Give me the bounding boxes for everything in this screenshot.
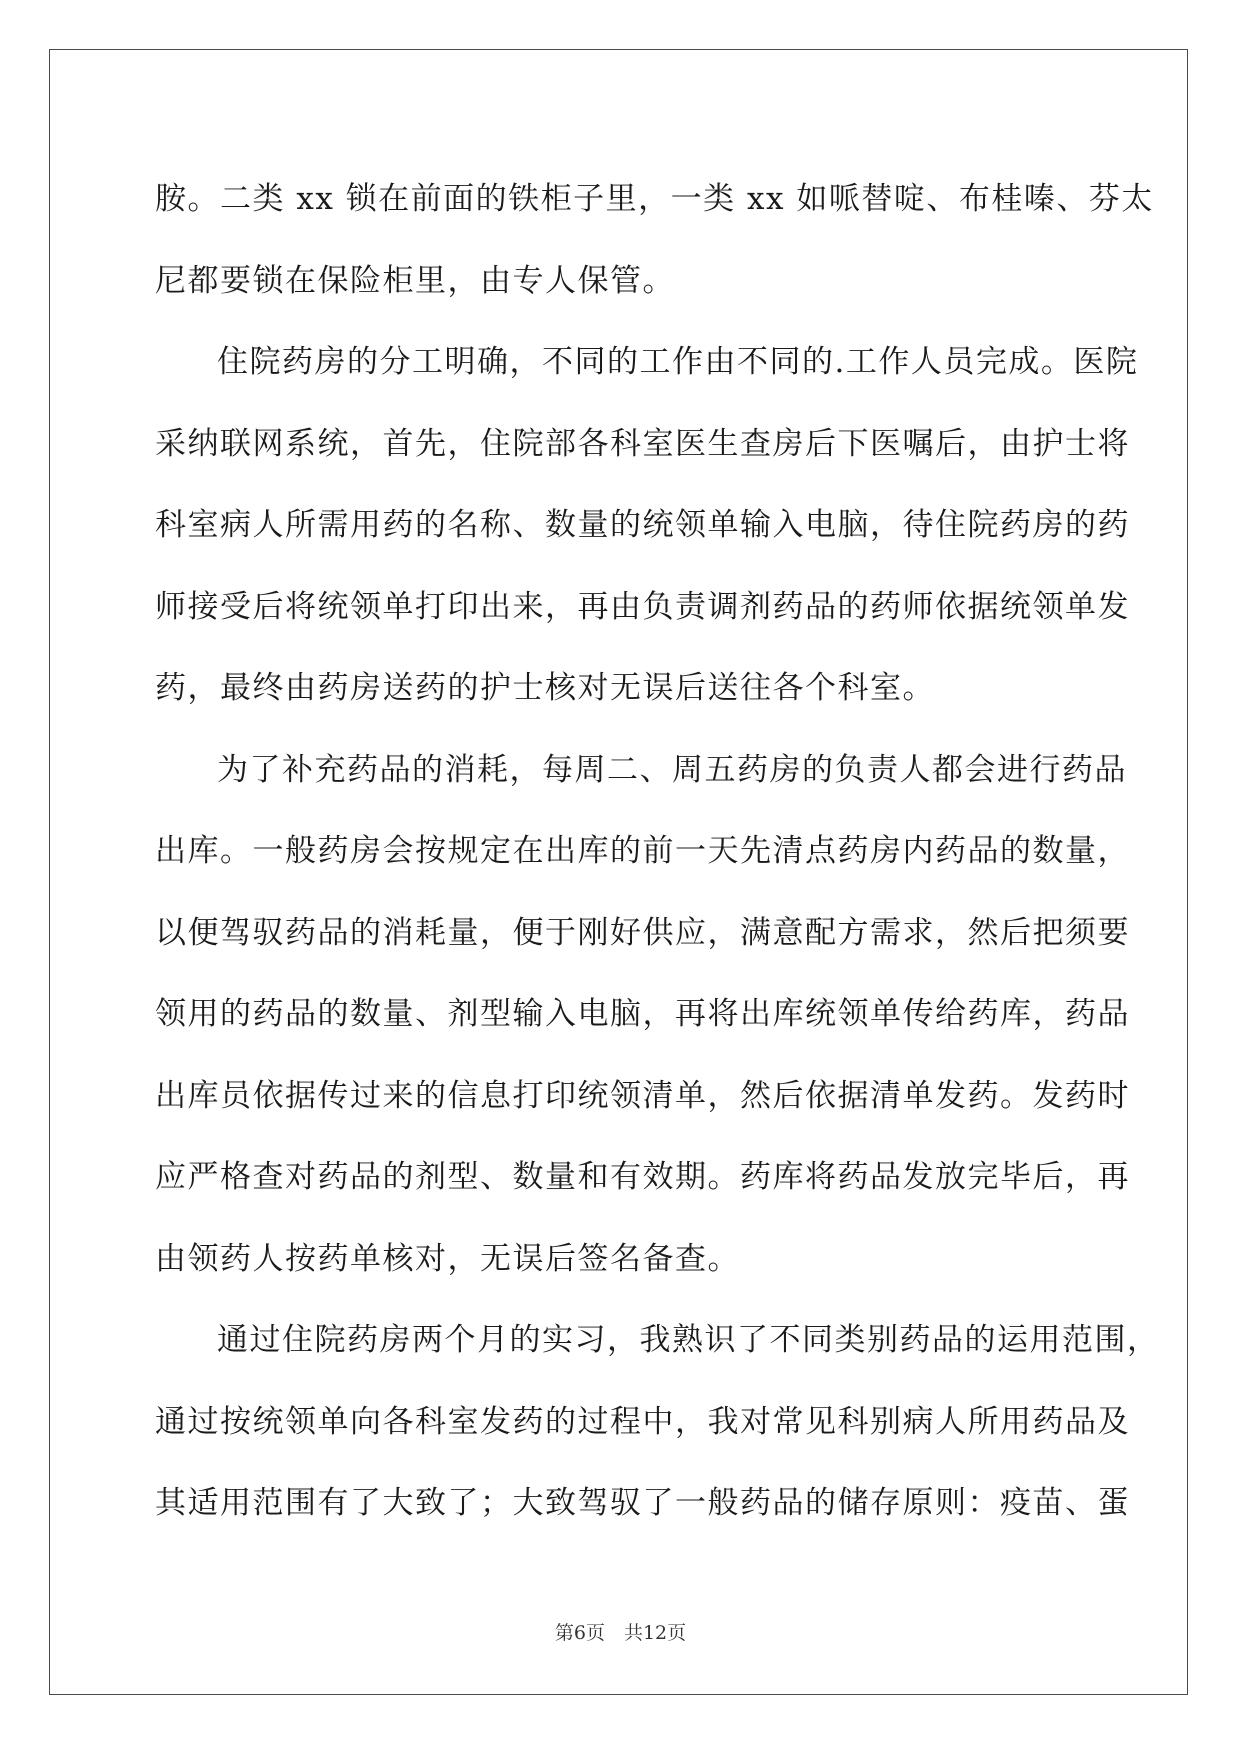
text-line: 应严格查对药品的剂型、数量和有效期。药库将药品发放完毕后，再 bbox=[155, 1159, 1130, 1195]
text-line: 尼都要锁在保险柜里，由专人保管。 bbox=[155, 262, 675, 299]
paragraph-first-line: 通过住院药房两个月的实习，我熟识了不同类别药品的运用范围， bbox=[217, 1322, 1160, 1358]
text-line: 通过按统领单向各科室发药的过程中，我对常见科别病人所用药品及 bbox=[155, 1403, 1130, 1440]
paragraph-first-line: 为了补充药品的消耗，每周二、周五药房的负责人都会进行药品 bbox=[217, 751, 1127, 788]
text-line: 领用的药品的数量、剂型输入电脑，再将出库统领单传给药库，药品 bbox=[155, 996, 1130, 1032]
text-line: 出库。一般药房会按规定在出库的前一天先清点药房内药品的数量， bbox=[155, 833, 1130, 869]
text-line: 胺。二类 xx 锁在前面的铁柜子里，一类 xx 如哌替啶、布桂嗪、芬太 bbox=[155, 181, 1154, 217]
text-line: 师接受后将统领单打印出来，再由负责调剂药品的药师依据统领单发 bbox=[155, 588, 1130, 625]
text-line: 由领药人按药单核对，无误后签名备查。 bbox=[155, 1240, 740, 1277]
text-line: 其适用范围有了大致了；大致驾驭了一般药品的储存原则：疫苗、蛋 bbox=[155, 1485, 1130, 1521]
text-line: 科室病人所需用药的名称、数量的统领单输入电脑，待住院药房的药 bbox=[155, 507, 1130, 543]
text-line: 采纳联网系统，首先，住院部各科室医生查房后下医嘱后，由护士将 bbox=[155, 425, 1130, 462]
text-line: 以便驾驭药品的消耗量，便于刚好供应，满意配方需求，然后把须要 bbox=[155, 914, 1130, 951]
page-number-footer: 第6页 共12页 bbox=[554, 1622, 687, 1644]
text-line: 出库员依据传过来的信息打印统领清单，然后依据清单发药。发药时 bbox=[155, 1077, 1130, 1114]
paragraph-first-line: 住院药房的分工明确，不同的工作由不同的.工作人员完成。医院 bbox=[217, 344, 1139, 380]
text-line: 药，最终由药房送药的护士核对无误后送往各个科室。 bbox=[155, 670, 935, 706]
document-body bbox=[155, 159, 1160, 1545]
